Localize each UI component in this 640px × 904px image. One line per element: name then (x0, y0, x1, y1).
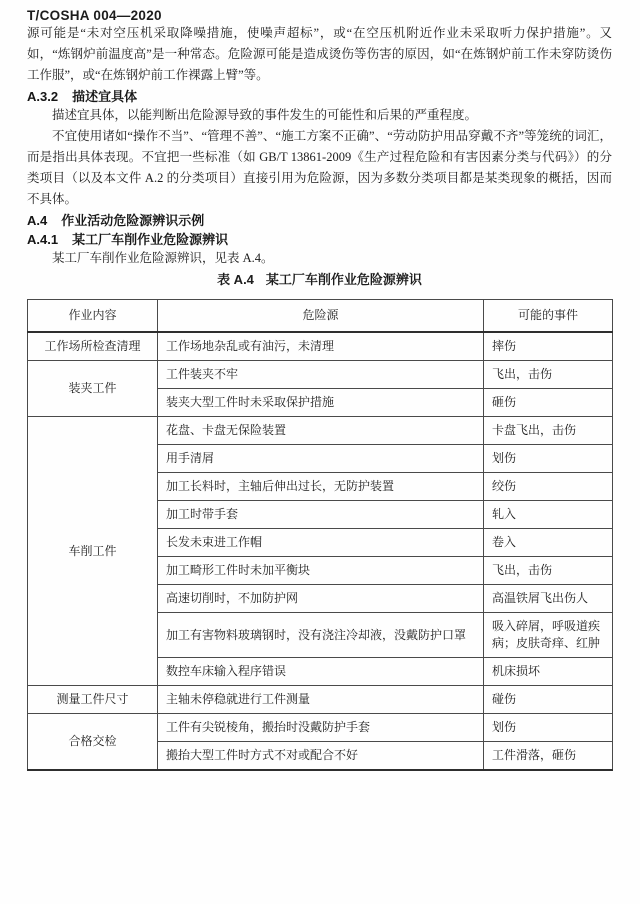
table-title-text: 某工厂车削作业危险源辨识 (265, 272, 422, 287)
section-title: 某工厂车削作业危险源辨识 (72, 232, 229, 247)
event-cell: 碰伤 (484, 686, 613, 714)
hazard-cell: 工作场地杂乱或有油污，未清理 (158, 332, 484, 361)
body-paragraph-a32-2: 不宜使用诸如“操作不当”、“管理不善”、“施工方案不正确”、“劳动防护用品穿戴不齐”等笼统的词汇，而是指出具体表现。不宜把一些标准（如 GB/T 13861-2009《生产过程危险和有害因素分类与代码》）的分类项目（以及本文件 A.2 的分类项目）直接引用为危险源，因为多数分类项目都是某类现象的概括，因而不具体。 (27, 129, 612, 206)
column-header-hazard: 危险源 (158, 300, 484, 333)
hazard-cell: 加工有害物料玻璃钢时，没有浇注冷却液，没戴防护口罩 (158, 613, 484, 658)
column-header-activity: 作业内容 (28, 300, 158, 333)
hazard-cell: 搬抬大型工件时方式不对或配合不好 (158, 742, 484, 771)
hazard-cell: 花盘、卡盘无保险装置 (158, 417, 484, 445)
intro-paragraph: 源可能是“未对空压机采取降噪措施，使噪声超标”，或“在空压机附近作业未采取听力保护措施”。又如，“炼钢炉前温度高”是一种常态。危险源可能是造成烫伤等伤害的原因，如“在炼钢炉前工作未穿防烫伤工作服”，或“在炼钢炉前工作裸露上臂”等。 (27, 26, 612, 82)
hazard-cell: 装夹大型工件时未采取保护措施 (158, 389, 484, 417)
event-cell: 摔伤 (484, 332, 613, 361)
event-cell: 飞出，击伤 (484, 361, 613, 389)
hazard-cell: 加工畸形工件时未加平衡块 (158, 557, 484, 585)
table-row (28, 686, 613, 714)
section-number: A.3.2 (27, 89, 59, 104)
event-cell: 轧入 (484, 501, 613, 529)
hazard-table-header (28, 300, 613, 333)
event-cell: 飞出，击伤 (484, 557, 613, 585)
table-title (27, 269, 612, 288)
section-title: 描述宜具体 (72, 89, 138, 104)
event-cell: 工件滑落，砸伤 (484, 742, 613, 771)
section-title: 作业活动危险源辨识示例 (61, 213, 205, 228)
section-heading-a41 (27, 229, 612, 248)
hazard-cell: 工件有尖锐棱角，搬抬时没戴防护手套 (158, 714, 484, 742)
doc-number: T/COSHA 004—2020 (27, 8, 162, 23)
hazard-table-body (28, 332, 613, 770)
column-header-event: 可能的事件 (484, 300, 613, 333)
hazard-cell: 主轴未停稳就进行工件测量 (158, 686, 484, 714)
body-paragraph-a32-1: 描述宜具体，以能判断出危险源导致的事件发生的可能性和后果的严重程度。 (52, 108, 478, 122)
hazard-cell: 加工时带手套 (158, 501, 484, 529)
event-cell: 砸伤 (484, 389, 613, 417)
table-row (28, 417, 613, 445)
section-number: A.4.1 (27, 232, 59, 247)
table-row (28, 332, 613, 361)
event-cell: 机床损坏 (484, 658, 613, 686)
table-row (28, 361, 613, 389)
activity-cell: 车削工件 (28, 417, 158, 686)
event-cell: 划伤 (484, 714, 613, 742)
section-number: A.4 (27, 213, 48, 228)
table-label: 表 A.4 (217, 272, 254, 287)
hazard-cell: 用手清屑 (158, 445, 484, 473)
activity-cell: 测量工件尺寸 (28, 686, 158, 714)
event-cell: 划伤 (484, 445, 613, 473)
event-cell: 吸入碎屑，呼吸道疾病；皮肤奇痒、红肿 (484, 613, 613, 658)
section-heading-a32 (27, 86, 612, 105)
hazard-cell: 工件装夹不牢 (158, 361, 484, 389)
activity-cell: 装夹工件 (28, 361, 158, 417)
hazard-cell: 数控车床输入程序错误 (158, 658, 484, 686)
body-paragraph-a41: 某工厂车削作业危险源辨识，见表 A.4。 (52, 251, 274, 265)
event-cell: 绞伤 (484, 473, 613, 501)
section-heading-a4 (27, 210, 612, 229)
event-cell: 卡盘飞出，击伤 (484, 417, 613, 445)
activity-cell: 合格交检 (28, 714, 158, 771)
header-row (28, 300, 613, 333)
activity-cell: 工作场所检查清理 (28, 332, 158, 361)
event-cell: 卷入 (484, 529, 613, 557)
hazard-table (27, 299, 613, 771)
table-row (28, 714, 613, 742)
hazard-cell: 高速切削时，不加防护网 (158, 585, 484, 613)
hazard-cell: 长发未束进工作帽 (158, 529, 484, 557)
hazard-cell: 加工长料时，主轴后伸出过长，无防护装置 (158, 473, 484, 501)
event-cell: 高温铁屑飞出伤人 (484, 585, 613, 613)
